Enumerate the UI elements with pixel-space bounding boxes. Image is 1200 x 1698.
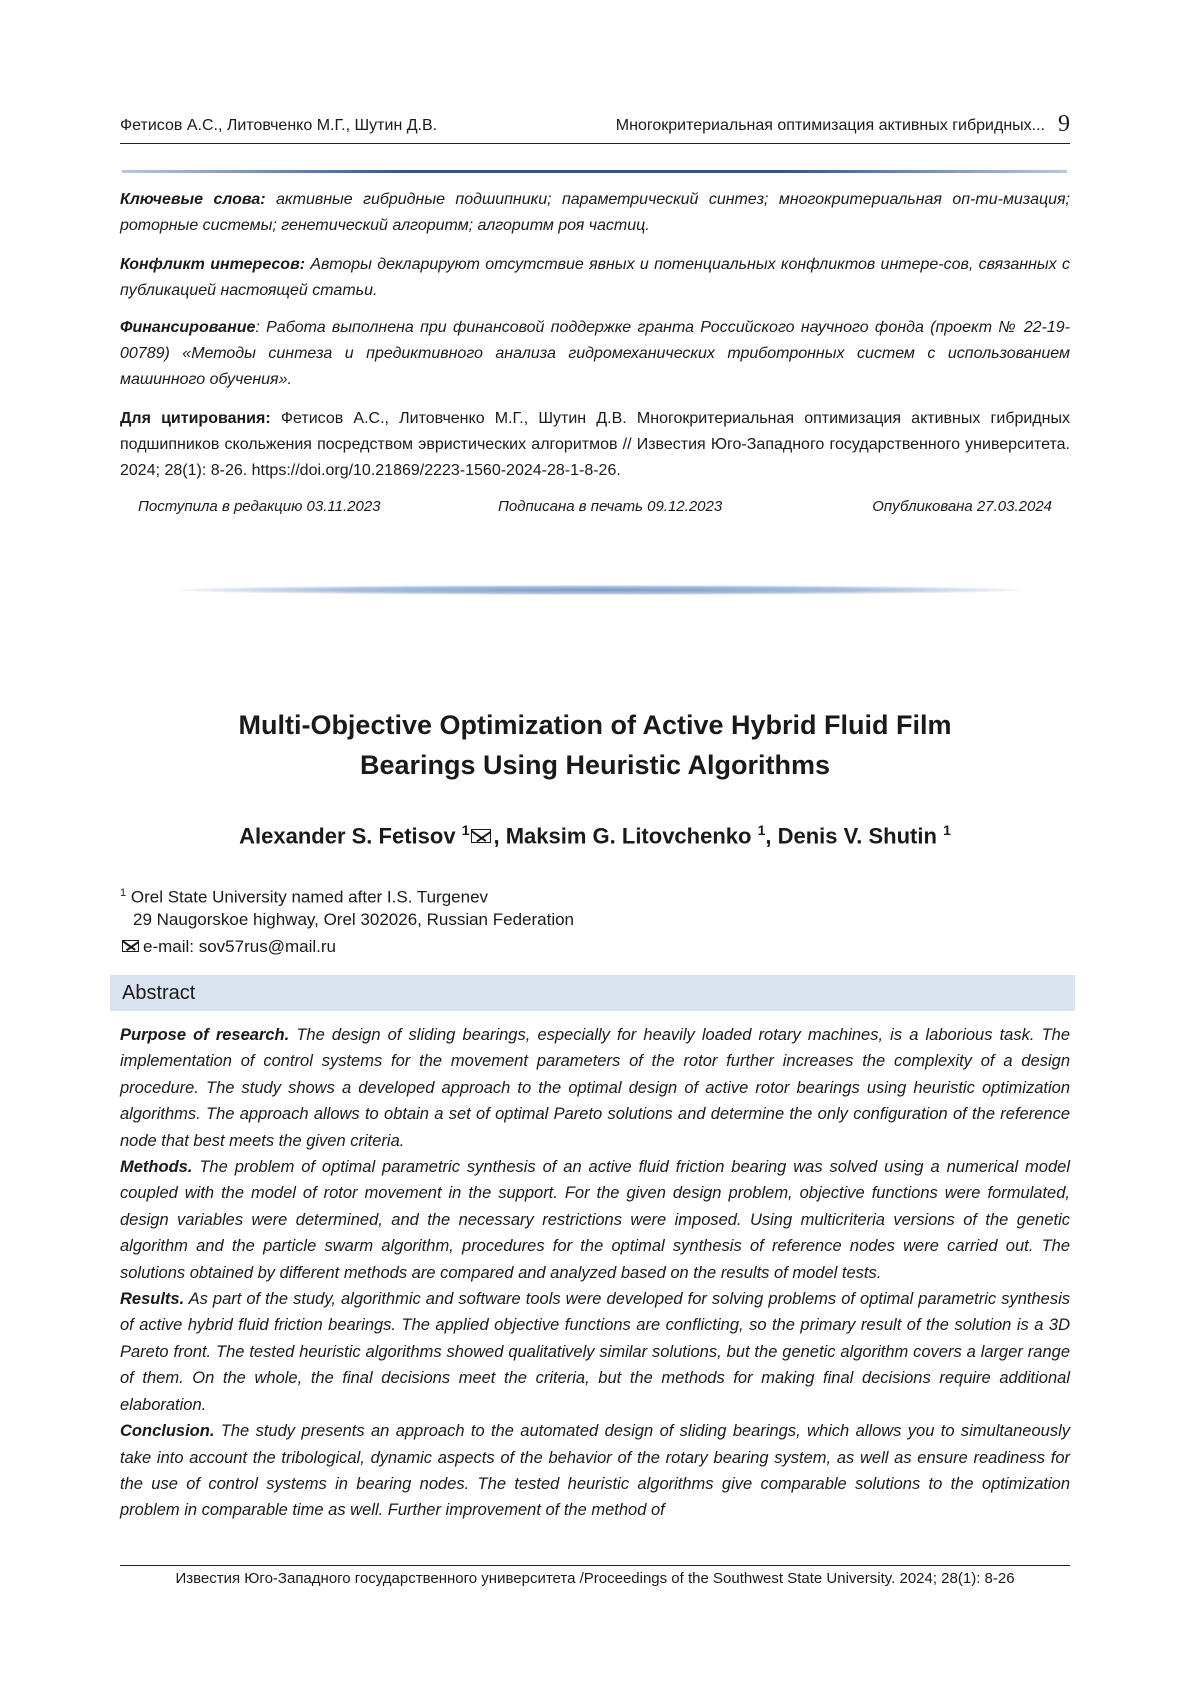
- author-name: Denis V. Shutin: [777, 823, 937, 849]
- abstract-body: [120, 1022, 1070, 1524]
- author-list: Alexander S. Fetisov $^1$ , Maksim G. Litovchenko $^1$, Denis V. Shutin $^1$: [239, 822, 951, 849]
- publication-dates: [120, 498, 1070, 522]
- envelope-icon: [122, 940, 139, 952]
- section-divider: [180, 585, 1020, 595]
- citation-text: Фетисов А.С., Литовченко М.Г., Шутин Д.В. Многокритериальная оптимизация активных гибридных подшипников скольжения посредством эвристических алгоритмов // Известия Юго-Западного государственного университета. 2024; 28(1): 8-26. https://doi.org/10.21869/2223-1560-2024-28-1-8-26.: [120, 410, 1070, 479]
- abstract-section-label: Methods.: [120, 1158, 193, 1177]
- title-line-2: Bearings Using Heuristic Algorithms: [359, 750, 831, 780]
- funding-label: Финансирование: [120, 319, 256, 336]
- page-number: 9: [1058, 111, 1070, 137]
- email-text[interactable]: e-mail: sov57rus@mail.ru: [143, 937, 336, 956]
- abstract-section-text: The problem of optimal parametric synthesis of an active fluid friction bearing was solved using a numerical model coupled with the model of rotor movement in the support. For the given design problem, objective functions were formulated, design variables were determined, and the necessary restrictions were imposed. Using multicriteria versions of the genetic algorithm and the particle swarm algorithm, procedures for the optimal synthesis of reference nodes were carried out. The solutions obtained by different methods are compared and analyzed based on the results of model tests.: [120, 1158, 1070, 1282]
- article-title: [120, 705, 1070, 785]
- date-signed: Подписана в печать 09.12.2023: [498, 498, 723, 515]
- title-line-1: Multi-Objective Optimization of Active Hybrid Fluid Film: [238, 710, 952, 740]
- affiliation-address: 29 Naugorskoe highway, Orel 302026, Russian Federation: [133, 909, 575, 929]
- header-authors: Фетисов А.С., Литовченко М.Г., Шутин Д.В.: [120, 117, 438, 134]
- abstract-section-label: Results.: [120, 1290, 185, 1309]
- running-header: [120, 113, 1070, 144]
- affiliation: [120, 882, 574, 931]
- keywords-label: Ключевые слова:: [120, 191, 266, 208]
- abstract-section-purpose: [120, 1022, 1070, 1154]
- conflict-label: Конфликт интересов:: [120, 256, 306, 273]
- abstract-section-text: The study presents an approach to the automated design of sliding bearings, which allows you to simultaneously take into account the tribological, dynamic aspects of the behavior of the rotary bearing system, as well as ensure readiness for the use of control systems in bearing nodes. The tested heuristic algorithms give comparable solutions to the optimization problem in comparable time as well. Further improvement of the method of: [120, 1422, 1070, 1520]
- abstract-section-text: As part of the study, algorithmic and software tools were developed for solving problems of optimal parametric synthesis of active hybrid fluid friction bearings. The applied objective functions are conflicting, so the primary result of the solution is a 3D Pareto front. The tested heuristic algorithms showed qualitatively similar solutions, but the genetic algorithm covers a larger range of them. On the whole, the final decisions meet the criteria, but the methods for making final decisions require additional elaboration.: [120, 1290, 1070, 1414]
- header-divider: [122, 170, 1067, 173]
- conflict-paragraph: [120, 252, 1070, 304]
- affiliation-mark: 1: [120, 887, 127, 899]
- abstract-section-label: Conclusion.: [120, 1422, 215, 1441]
- abstract-heading: Abstract: [122, 982, 196, 1004]
- abstract-section-label: Purpose of research.: [120, 1026, 290, 1044]
- author-name: Maksim G. Litovchenko: [505, 823, 752, 849]
- citation-label: Для цитирования:: [120, 410, 271, 427]
- abstract-section-results: [120, 1286, 1070, 1418]
- keywords-paragraph: [120, 187, 1070, 239]
- author-affiliation-mark: 1: [461, 822, 470, 838]
- date-received: Поступила в редакцию 03.11.2023: [138, 498, 381, 515]
- abstract-section-text: The design of sliding bearings, especially for heavily loaded rotary machines, is a laborious task. The implementation of control systems for the movement parameters of the rotor further increases the complexity of a design procedure. The study shows a developed approach to the optimal design of active rotor bearings using heuristic optimization algorithms. The approach allows to obtain a set of optimal Pareto solutions and determine the only configuration of the reference node that best meets the given criteria.: [120, 1026, 1070, 1150]
- page-footer: Известия Юго-Западного государственного университета /Proceedings of the Southwest State University. 2024; 28(1): 8-26: [120, 1565, 1070, 1587]
- abstract-section-conclusion: [120, 1418, 1070, 1524]
- date-published: Опубликована 27.03.2024: [872, 498, 1052, 515]
- funding-text: : Работа выполнена при финансовой поддержке гранта Российского научного фонда (проект № 22-19-00789) «Методы синтеза и предиктивного анализа гидромеханических триботронных систем с использованием машинного обучения».: [120, 319, 1070, 388]
- author-affiliation-mark: 1: [757, 822, 766, 838]
- funding-paragraph: [120, 315, 1070, 393]
- abstract-heading-bar: [110, 975, 1075, 1011]
- abstract-section-methods: [120, 1154, 1070, 1286]
- author-affiliation-mark: 1: [943, 822, 951, 838]
- affiliation-name: Orel State University named after I.S. Turgenev: [130, 887, 489, 907]
- envelope-icon: [471, 829, 491, 843]
- header-short-title: Многокритериальная оптимизация активных гибридных...: [615, 117, 1045, 134]
- citation-paragraph: [120, 406, 1070, 484]
- keywords-text: активные гибридные подшипники; параметрический синтез; многокритериальная оп-ти-мизация; роторные системы; генетический алгоритм; алгоритм роя частиц.: [120, 191, 1071, 234]
- conflict-text: Авторы декларируют отсутствие явных и потенциальных конфликтов интере-сов, связанных с публикацией настоящей статьи.: [120, 256, 1070, 299]
- contact-email: [120, 937, 336, 957]
- author-name: Alexander S. Fetisov: [239, 823, 456, 849]
